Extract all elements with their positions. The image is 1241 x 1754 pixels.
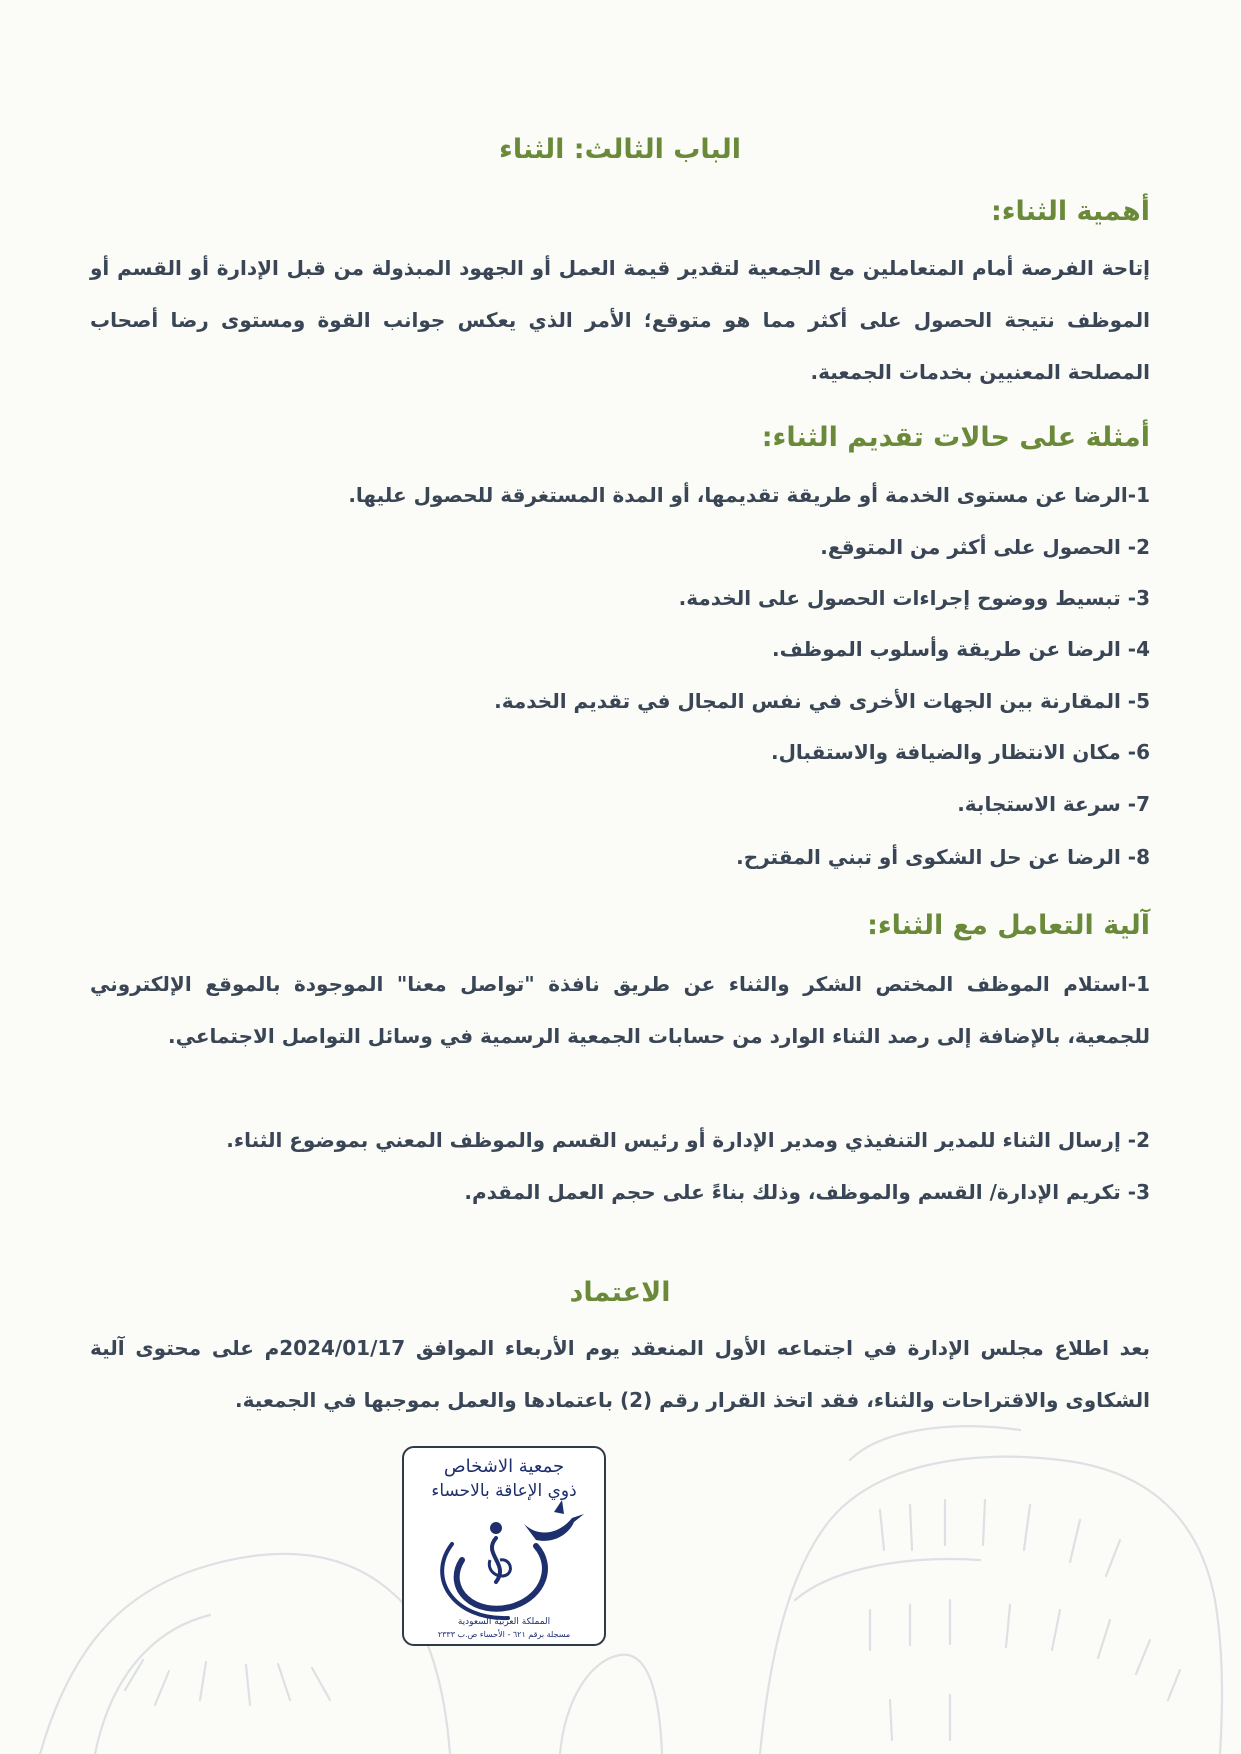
document-page (90, 0, 1150, 1754)
example-item-4: 4- الرضا عن طريقة وأسلوب الموظف. (772, 637, 1150, 661)
mechanism-heading: آلية التعامل مع الثناء: (867, 910, 1150, 941)
seal-line-2: ذوي الإعاقة بالاحساء (431, 1481, 577, 1501)
examples-heading: أمثلة على حالات تقديم الثناء: (761, 422, 1150, 453)
seal-line-1: جمعية الاشخاص (443, 1456, 565, 1477)
seal-artwork (404, 1448, 604, 1644)
example-item-3: 3- تبسيط ووضوح إجراءات الحصول على الخدمة. (678, 586, 1150, 610)
seal-logo-icon (442, 1500, 584, 1618)
approval-heading: الاعتماد (569, 1277, 671, 1308)
mechanism-item-2: 2- إرسال الثناء للمدير التنفيذي ومدير الإدارة أو رئيس القسم والموظف المعني بموضوع الثناء. (226, 1128, 1150, 1152)
seal-line-4: مسجلة برقم ٦٢١ - الأحساء ص.ب ٢٣٣٣ (437, 1630, 571, 1639)
example-item-8: 8- الرضا عن حل الشكوى أو تبني المقترح. (736, 845, 1150, 869)
seal-line-3: المملكة العربية السعودية (457, 1617, 551, 1627)
example-item-1: 1-الرضا عن مستوى الخدمة أو طريقة تقديمها، أو المدة المستغرقة للحصول عليها. (348, 483, 1150, 507)
association-seal (402, 1446, 606, 1646)
approval-paragraph: بعد اطلاع مجلس الإدارة في اجتماعه الأول المنعقد يوم الأربعاء الموافق 2024/01/17م على محتوى آلية الشكاوى والاقتراحات والثناء، فقد اتخذ القرار رقم (2) باعتمادها والعمل بموجبها في الجمعية. (90, 1336, 1150, 1412)
example-item-2: 2- الحصول على أكثر من المتوقع. (820, 535, 1150, 559)
mechanism-item-1: 1-استلام الموظف المختص الشكر والثناء عن طريق نافذة "تواصل معنا" الموجودة بالموقع الإلكتروني للجمعية، بالإضافة إلى رصد الثناء الوارد من حسابات الجمعية الرسمية في وسائل التواصل الاجتماعي. (90, 972, 1150, 1048)
importance-heading: أهمية الثناء: (990, 196, 1150, 227)
example-item-5: 5- المقارنة بين الجهات الأخرى في نفس المجال في تقديم الخدمة. (494, 689, 1150, 713)
example-item-6: 6- مكان الانتظار والضيافة والاستقبال. (770, 740, 1150, 764)
importance-paragraph: إتاحة الفرصة أمام المتعاملين مع الجمعية لتقدير قيمة العمل أو الجهود المبذولة من قبل الإدارة أو القسم أو الموظف نتيجة الحصول على أكثر مما هو متوقع؛ الأمر الذي يعكس جوانب القوة ومستوى رضا أصحاب المصلحة المعنيين بخدمات الجمعية. (90, 256, 1150, 384)
example-item-7: 7- سرعة الاستجابة. (957, 792, 1150, 816)
page-title: الباب الثالث: الثناء (499, 134, 741, 165)
mechanism-item-3: 3- تكريم الإدارة/ القسم والموظف، وذلك بناءً على حجم العمل المقدم. (464, 1180, 1150, 1204)
